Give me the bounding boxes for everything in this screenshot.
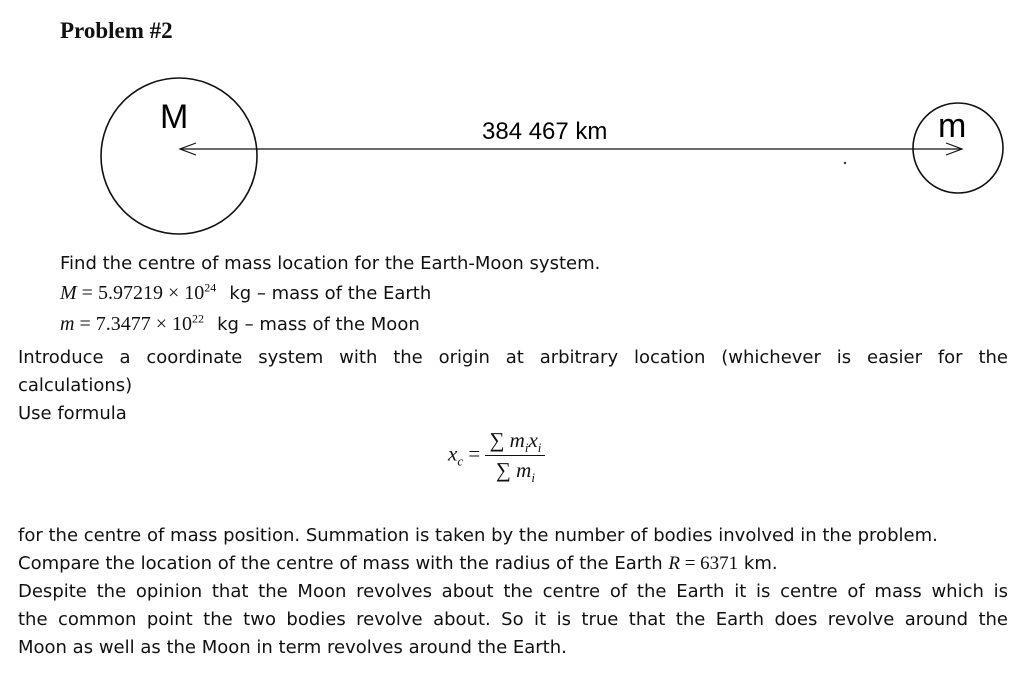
formula-fraction bbox=[485, 428, 545, 486]
conclusion-line-3: Despite the opinion that the Moon revolves about the centre of the Earth it is centre of mass which is bbox=[18, 581, 1008, 602]
conclusion-line-5: Moon as well as the Moon in term revolves around the Earth. bbox=[18, 637, 567, 658]
earth-label: M bbox=[160, 98, 189, 136]
formula-equals: = bbox=[468, 441, 481, 466]
formula-numerator: ∑ $m_ix_i$ bbox=[485, 428, 545, 456]
earth-mass-value: = 5.97219 × 10 bbox=[81, 282, 205, 304]
problem-title: Problem #2 bbox=[60, 18, 173, 43]
radius-value: = 6371 bbox=[684, 553, 739, 574]
instructions-line-2: calculations) bbox=[18, 375, 133, 396]
instructions bbox=[18, 344, 1008, 428]
moon-mass-unit: kg – mass of the Moon bbox=[217, 314, 420, 335]
moon-mass-value: = 7.3477 × 10 bbox=[79, 313, 193, 335]
earth-mass-symbol: M bbox=[60, 282, 77, 304]
formula-lhs-sub: c bbox=[457, 453, 464, 469]
stray-dot bbox=[844, 162, 846, 164]
formula-denominator: ∑ $m_i$ bbox=[495, 458, 535, 486]
moon-mass-symbol: m bbox=[60, 313, 75, 335]
instructions-line-1: Introduce a coordinate system with the origin at arbitrary location (whichever is easier for the bbox=[18, 347, 1008, 368]
given-intro: Find the centre of mass location for the Earth-Moon system. bbox=[60, 253, 601, 274]
centre-of-mass-formula bbox=[448, 428, 545, 486]
earth-mass-unit: kg – mass of the Earth bbox=[229, 283, 432, 304]
conclusion-line-2: Compare the location of the centre of mass with the radius of the Earth R = 6371 km. bbox=[18, 553, 778, 574]
conclusion-line-4: the common point the two bodies revolve about. So it is true that the Earth does revolve around the bbox=[18, 609, 1008, 630]
moon-mass-line bbox=[60, 311, 420, 339]
formula-lhs: x bbox=[448, 441, 458, 466]
moon-mass-exponent: 22 bbox=[192, 311, 205, 326]
earth-mass-exponent: 24 bbox=[204, 280, 217, 295]
earth-mass-line bbox=[60, 280, 431, 308]
earth-moon-diagram bbox=[0, 0, 1029, 260]
radius-unit: km. bbox=[743, 553, 778, 574]
instructions-line-3: Use formula bbox=[18, 403, 127, 424]
conclusion-line-1: for the centre of mass position. Summation is taken by the number of bodies involved in the problem. bbox=[18, 525, 938, 546]
distance-label: 384 467 km bbox=[482, 118, 608, 145]
radius-symbol: R bbox=[668, 553, 680, 574]
conclusion bbox=[18, 522, 1008, 662]
moon-label: m bbox=[938, 107, 967, 145]
